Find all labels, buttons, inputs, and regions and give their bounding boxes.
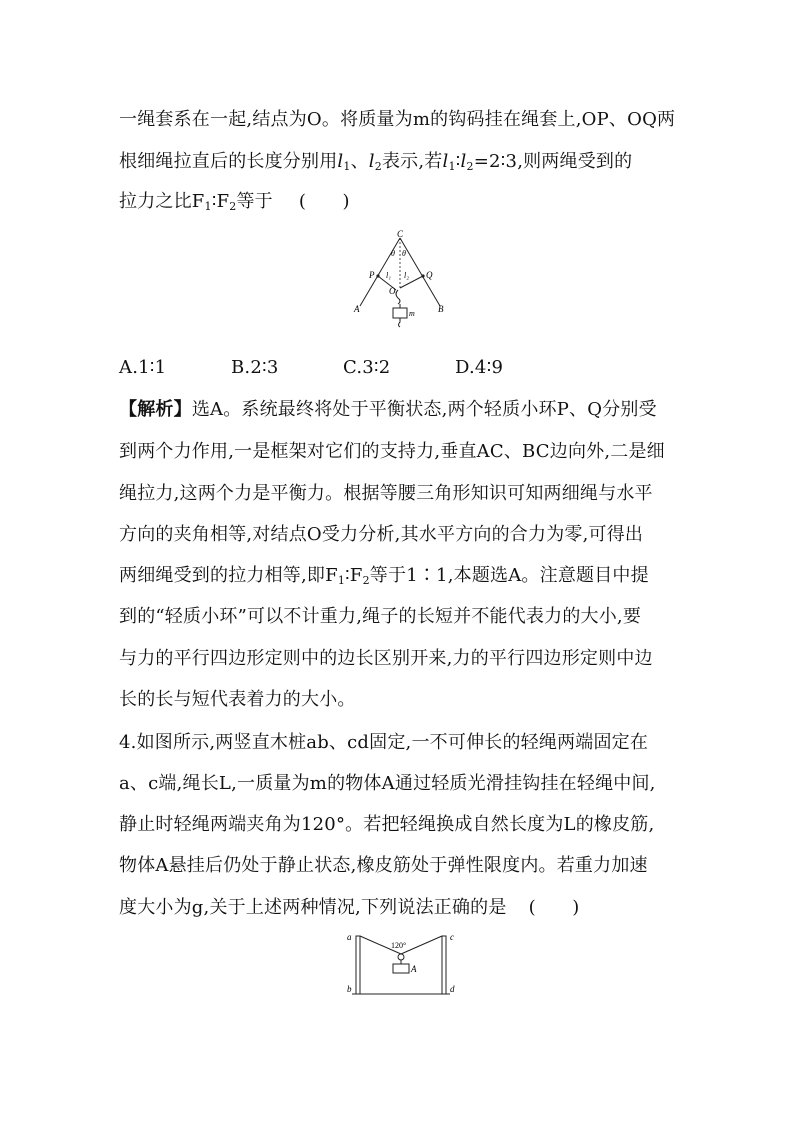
option-b[interactable]: B.2∶3 [231, 357, 279, 378]
weight-block [393, 308, 407, 318]
post-ab [356, 936, 360, 994]
label-l2: l₂ [404, 271, 410, 280]
label-o: O [389, 286, 396, 296]
label-a: A [354, 304, 360, 314]
analysis-line-2: 到两个力作用,一是框架对它们的支持力,垂直AC、BC边向外,二是细 [119, 441, 665, 462]
label-theta-right: θ [402, 249, 406, 258]
weight-hook-icon [399, 318, 401, 327]
q3-options [119, 356, 567, 380]
analysis-tag: 【解析】 [119, 399, 192, 420]
label-b: B [438, 304, 444, 314]
option-a[interactable]: A.1∶1 [119, 357, 167, 378]
q3-line-2: 根细绳拉直后的长度分别用$l_1$、$l_2$表示,若$l_1∶l_2=2∶3$,则两绳受到的 [119, 151, 633, 173]
q3-line-1: 一绳套系在一起,结点为O。将质量为m的钩码挂在绳套上,OP、OQ两 [119, 109, 676, 130]
label-angle: 120° [391, 941, 407, 950]
label-q: Q [426, 270, 433, 280]
label-post-a: a [347, 932, 352, 942]
label-post-d: d [450, 984, 455, 994]
q4-figure [344, 928, 462, 1006]
q3-line-3: 拉力之比$F_1∶F_2$等于 ( ) [119, 191, 350, 213]
q4-line-1: 4.如图所示,两竖直木桩ab、cd固定,一不可伸长的轻绳两端固定在 [119, 732, 649, 753]
label-p: P [369, 270, 375, 280]
analysis-line-4: 方向的夹角相等,对结点O受力分析,其水平方向的合力为零,可得出 [119, 524, 644, 545]
q4-line-4: 物体A悬挂后仍处于静止状态,橡皮筋处于弹性限度内。若重力加速 [119, 855, 648, 876]
q4-line-3: 静止时轻绳两端夹角为120°。若把轻绳换成自然长度为L的橡皮筋, [119, 814, 655, 835]
analysis-line-5: 两细绳受到的拉力相等,即$F_1∶F_2$等于1∶1,本题选A。注意题目中提 [119, 565, 649, 587]
analysis-line-3: 绳拉力,这两个力是平衡力。根据等腰三角形知识可知两细绳与水平 [119, 483, 653, 504]
label-block-a: A [411, 964, 417, 974]
label-theta-left: θ [391, 249, 395, 258]
q4-line-2: a、c端,绳长L,一质量为m的物体A通过轻质光滑挂钩挂在轻绳中间, [119, 773, 656, 794]
option-d[interactable]: D.4∶9 [455, 357, 504, 378]
rope-right [401, 936, 442, 954]
analysis-line-6: 到的“轻质小环”可以不计重力,绳子的长短并不能代表力的大小,要 [119, 606, 642, 627]
ring-p [376, 274, 379, 277]
q4-line-5: 度大小为g,关于上述两种情况,下列说法正确的是 ( ) [119, 897, 580, 918]
label-c: C [397, 229, 404, 239]
block-a [393, 964, 409, 973]
hook-ring-icon [398, 954, 404, 960]
analysis-line-7: 与力的平行四边形定则中的边长区别开来,力的平行四边形定则中边 [119, 648, 653, 669]
option-c[interactable]: C.3∶2 [343, 357, 391, 378]
label-l1: l₁ [386, 271, 392, 280]
post-cd [442, 936, 446, 994]
analysis-line-8: 长的长与短代表着力的大小。 [119, 689, 356, 710]
ring-q [421, 274, 424, 277]
label-post-b: b [347, 984, 352, 994]
analysis-line-1: 【解析】选A。系统最终将处于平衡状态,两个轻质小环P、Q分别受 [119, 399, 657, 420]
q3-figure [344, 228, 454, 336]
label-m: m [409, 309, 415, 318]
label-post-c: c [450, 932, 454, 942]
hook-icon [396, 290, 400, 304]
